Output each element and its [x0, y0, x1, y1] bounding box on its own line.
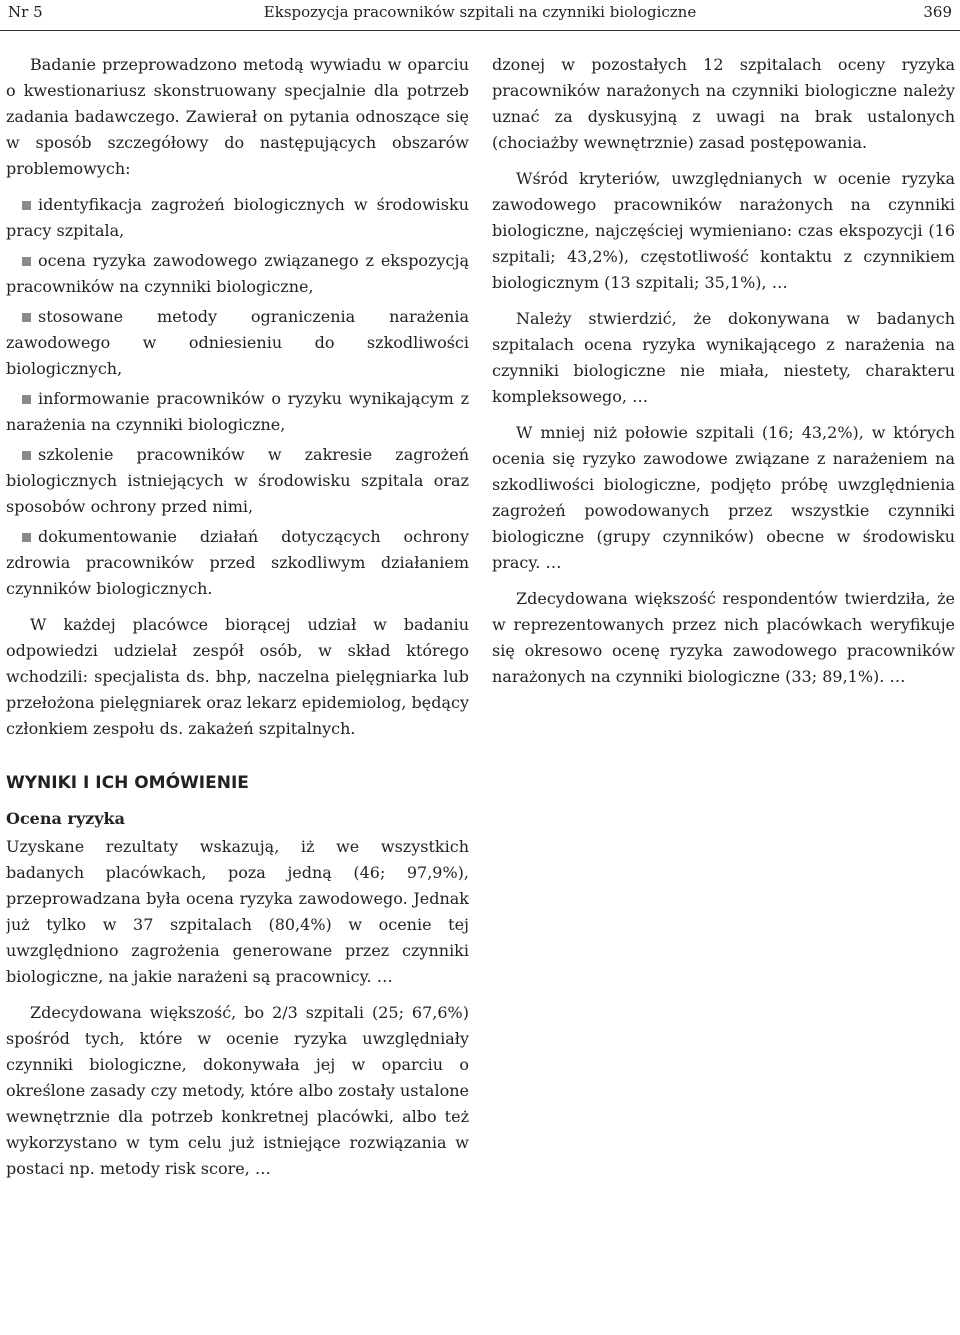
- team-paragraph: W każdej placówce biorącej udział w badaniu odpowiedzi udzielał zespół osób, w skład którego wchodzili: specjalista ds. bhp, naczelna pielęgniarka lub przełożona pielęgniarek oraz lekarz epidemiolog, będący członkiem zespołu ds. zakażeń szpitalnych.: [6, 615, 469, 738]
- subsection-heading: Ocena ryzyka: [6, 809, 125, 828]
- problem-areas-list: [6, 192, 469, 602]
- square-bullet-icon: [22, 257, 31, 266]
- criteria-paragraph: Wśród kryteriów, uwzględnianych w ocenie ryzyka zawodowego pracowników narażonych na czynniki biologiczne, najczęściej wymieniano: czas ekspozycji (16 szpitali; 43,2%), częstotliwość kontaktu z czynnikiem biologicznym (13 szpitali; 35,1%), …: [492, 169, 955, 292]
- page-number: 369: [923, 3, 952, 21]
- list-item: stosowane metody ograniczenia narażenia zawodowego w odniesieniu do szkodliwości biologicznych,: [6, 307, 469, 378]
- section-heading: WYNIKI I ICH OMÓWIENIE: [6, 773, 249, 793]
- running-title: Ekspozycja pracowników szpitali na czynniki biologiczne: [263, 3, 697, 21]
- square-bullet-icon: [22, 451, 31, 460]
- assessment-paragraph: Należy stwierdzić, że dokonywana w badanych szpitalach ocena ryzyka wynikającego z narażenia na czynniki biologiczne nie miała, niestety, charakteru kompleksowego, …: [492, 309, 955, 406]
- continuation-paragraph: dzonej w pozostałych 12 szpitalach oceny ryzyka pracowników narażonych na czynniki biologiczne należy uznać za dyskusyjną z uwagi na brak ustalonych (chociażby wewnętrznie) zasad postępowania.: [492, 55, 955, 152]
- verification-paragraph: Zdecydowana większość respondentów twierdziła, że w reprezentowanych przez nich placówkach weryfikuje się okresowo ocenę ryzyka zawodowego pracowników narażonych na czynniki biologiczne (33; 89,1%). …: [492, 589, 955, 686]
- square-bullet-icon: [22, 313, 31, 322]
- list-item: identyfikacja zagrożeń biologicznych w środowisku pracy szpitala,: [6, 195, 469, 240]
- list-item: informowanie pracowników o ryzyku wynikającym z narażenia na czynniki biologiczne,: [6, 389, 469, 434]
- running-header: [0, 0, 960, 31]
- issue-number: Nr 5: [8, 3, 43, 21]
- square-bullet-icon: [22, 201, 31, 210]
- factors-paragraph: W mniej niż połowie szpitali (16; 43,2%), w których ocenia się ryzyko zawodowe związane z narażeniem na szkodliwości biologiczne, podjęto próbę uwzględnienia zagrożeń powodowanych przez wszystkie czynniki biologiczne (grupy czynników) obecne w środowisku pracy. …: [492, 423, 955, 572]
- intro-paragraph: Badanie przeprowadzono metodą wywiadu w oparciu o kwestionariusz skonstruowany specjalnie dla potrzeb zadania badawczego. Zawierał on pytania odnoszące się w sposób szczegółowy do następujących obszarów problemowych:: [6, 55, 469, 178]
- square-bullet-icon: [22, 395, 31, 404]
- methods-paragraph: Zdecydowana większość, bo 2/3 szpitali (25; 67,6%) spośród tych, które w ocenie ryzyka uwzględniały czynniki biologiczne, dokonywała jej w oparciu o określone zasady czy metody, które albo zostały ustalone wewnętrznie dla potrzeb konkretnej placówki, albo też wykorzystano w tym celu już istniejące rozwiązania w postaci np. metody risk score, …: [6, 1003, 469, 1178]
- left-column: [6, 52, 469, 1322]
- list-item: dokumentowanie działań dotyczących ochrony zdrowia pracowników przed szkodliwym działaniem czynników biologicznych.: [6, 527, 469, 598]
- results-paragraph: Uzyskane rezultaty wskazują, iż we wszystkich badanych placówkach, poza jedną (46; 97,9%), przeprowadzana była ocena ryzyka zawodowego. Jednak już tylko w 37 szpitalach (80,4%) w ocenie tej uwzględniono zagrożenia generowane przez czynniki biologiczne, na jakie narażeni są pracownicy. …: [6, 837, 469, 986]
- square-bullet-icon: [22, 533, 31, 542]
- right-column: [492, 52, 955, 1322]
- list-item: szkolenie pracowników w zakresie zagrożeń biologicznych istniejących w środowisku szpitala oraz sposobów ochrony przed nimi,: [6, 445, 469, 516]
- list-item: ocena ryzyka zawodowego związanego z ekspozycją pracowników na czynniki biologiczne,: [6, 251, 469, 296]
